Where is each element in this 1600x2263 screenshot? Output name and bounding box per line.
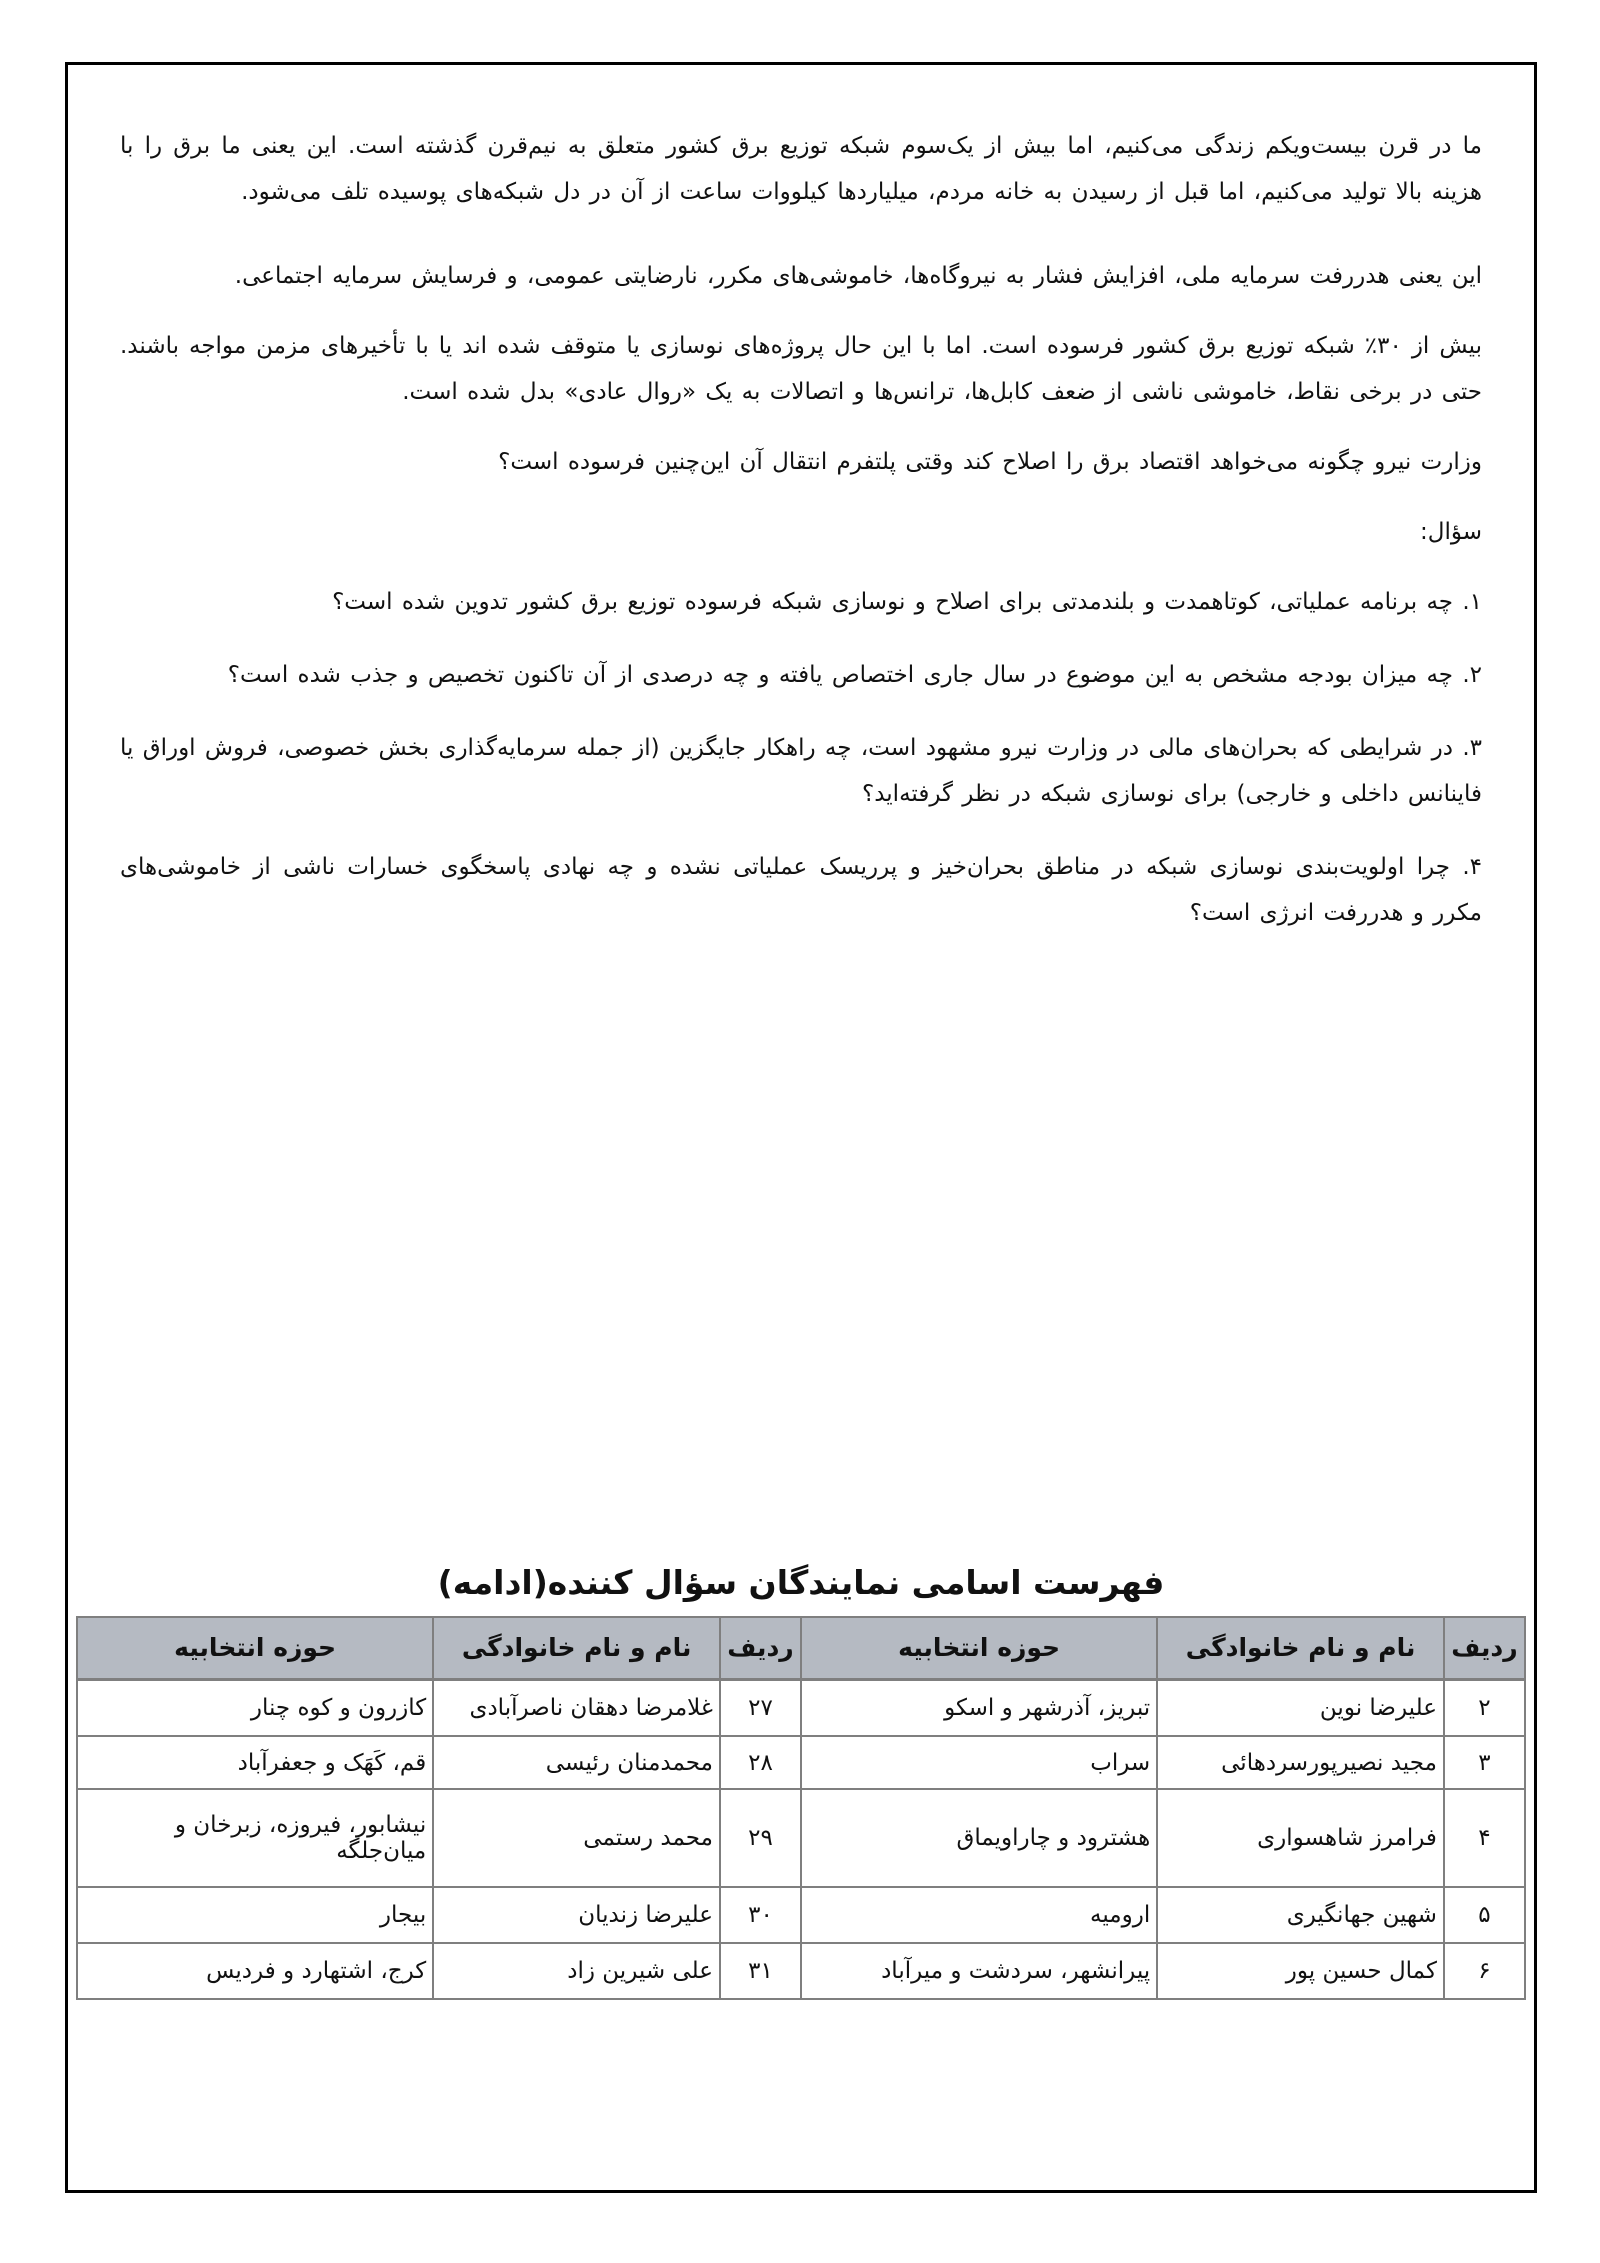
question-2: ۲. چه میزان بودجه مشخص به این موضوع در سال جاری اختصاص یافته و چه درصدی از آن تاکنون تخصیص و جذب شده است؟ <box>227 662 1482 688</box>
cell-row-number: ۲۸ <box>720 1736 801 1789</box>
cell-row-number: ۳ <box>1444 1736 1525 1789</box>
paragraph-ministry: وزارت نیرو چگونه می‌خواهد اقتصاد برق را اصلاح کند وقتی پلتفرم انتقال آن این‌چنین فرسوده است؟ <box>498 449 1482 475</box>
table-row <box>77 1679 1525 1736</box>
page-frame <box>65 62 1537 2193</box>
cell-district: کرج، اشتهارد و فردیس <box>77 1943 433 1999</box>
cell-district: بیجار <box>77 1887 433 1943</box>
paragraph-statistics: بیش از ۳۰٪ شبکه توزیع برق کشور فرسوده است. اما با این حال پروژه‌های نوسازی یا متوقف شده اند یا با تأخیرهای مزمن مواجه باشند. حتی در برخی نقاط، خاموشی ناشی از ضعف کابل‌ها، ترانس‌ها و اتصالات به یک «روال عادی» بدل شده است. <box>120 333 1482 405</box>
cell-district: تبریز، آذرشهر و اسکو <box>801 1679 1157 1736</box>
header-row-number-left: ردیف <box>720 1617 801 1679</box>
cell-row-number: ۶ <box>1444 1943 1525 1999</box>
cell-name: محمد رستمی <box>433 1789 720 1887</box>
cell-district: ارومیه <box>801 1887 1157 1943</box>
cell-row-number: ۴ <box>1444 1789 1525 1887</box>
table-row <box>77 1789 1525 1887</box>
cell-name: فرامرز شاهسواری <box>1157 1789 1444 1887</box>
header-district-left: حوزه انتخابیه <box>77 1617 433 1679</box>
cell-district: نیشابور، فیروزه، زبرخان و میان‌جلگه <box>77 1789 433 1887</box>
cell-row-number: ۵ <box>1444 1887 1525 1943</box>
table-row <box>77 1736 1525 1789</box>
cell-name: غلامرضا دهقان ناصرآبادی <box>433 1679 720 1736</box>
cell-name: علیرضا نوین <box>1157 1679 1444 1736</box>
cell-name: کمال حسین پور <box>1157 1943 1444 1999</box>
cell-name: علیرضا زندیان <box>433 1887 720 1943</box>
question-3: ۳. در شرایطی که بحران‌های مالی در وزارت نیرو مشهود است، چه راهکار جایگزین (از جمله سرمایه‌گذاری بخش خصوصی، فروش اوراق یا فاینانس داخلی و خارجی) برای نوسازی شبکه در نظر گرفته‌اید؟ <box>120 735 1482 807</box>
header-name-left: نام و نام خانوادگی <box>433 1617 720 1679</box>
cell-district: پیرانشهر، سردشت و میرآباد <box>801 1943 1157 1999</box>
question-4: ۴. چرا اولویت‌بندی نوسازی شبکه در مناطق بحران‌خیز و پرریسک عملیاتی نشده و چه نهادی پاسخگوی خسارات ناشی از خاموشی‌های مکرر و هدررفت انرژی است؟ <box>120 854 1482 926</box>
cell-name: مجید نصیرپورسردهائی <box>1157 1736 1444 1789</box>
cell-name: علی شیرین زاد <box>433 1943 720 1999</box>
cell-name: شهین جهانگیری <box>1157 1887 1444 1943</box>
cell-row-number: ۲۹ <box>720 1789 801 1887</box>
cell-row-number: ۲۷ <box>720 1679 801 1736</box>
document-body <box>68 65 1534 936</box>
table-row <box>77 1887 1525 1943</box>
header-row-number-right: ردیف <box>1444 1617 1525 1679</box>
cell-row-number: ۳۰ <box>720 1887 801 1943</box>
cell-district: هشترود و چاراویماق <box>801 1789 1157 1887</box>
paragraph-consequences: این یعنی هدررفت سرمایه ملی، افزایش فشار به نیروگاه‌ها، خاموشی‌های مکرر، نارضایتی عمومی، و فرسایش سرمایه اجتماعی. <box>234 263 1482 289</box>
header-district-right: حوزه انتخابیه <box>801 1617 1157 1679</box>
question-1: ۱. چه برنامه عملیاتی، کوتاهمدت و بلندمدتی برای اصلاح و نوسازی شبکه فرسوده توزیع برق کشور تدوین شده است؟ <box>332 589 1482 615</box>
cell-row-number: ۳۱ <box>720 1943 801 1999</box>
cell-name: محمدمنان رئیسی <box>433 1736 720 1789</box>
cell-district: قم، کَهَک و جعفرآباد <box>77 1736 433 1789</box>
table-row <box>77 1943 1525 1999</box>
cell-district: سراب <box>801 1736 1157 1789</box>
header-name-right: نام و نام خانوادگی <box>1157 1617 1444 1679</box>
question-label: سؤال: <box>1419 519 1482 545</box>
blank-space <box>68 963 1534 1563</box>
representatives-table <box>76 1616 1526 2000</box>
table-header-row <box>77 1617 1525 1679</box>
cell-district: کازرون و کوه چنار <box>77 1679 433 1736</box>
cell-row-number: ۲ <box>1444 1679 1525 1736</box>
table-title: فهرست اسامی نمایندگان سؤال کننده(ادامه) <box>437 1563 1165 1602</box>
paragraph-intro: ما در قرن بیست‌ویکم زندگی می‌کنیم، اما بیش از یک‌سوم شبکه توزیع برق کشور متعلق به نیم‌قرن گذشته است. این یعنی ما برق را با هزینه بالا تولید می‌کنیم، اما قبل از رسیدن به خانه مردم، میلیاردها کیلووات ساعت از آن در دل شبکه‌های پوسیده تلف می‌شود. <box>120 133 1482 205</box>
